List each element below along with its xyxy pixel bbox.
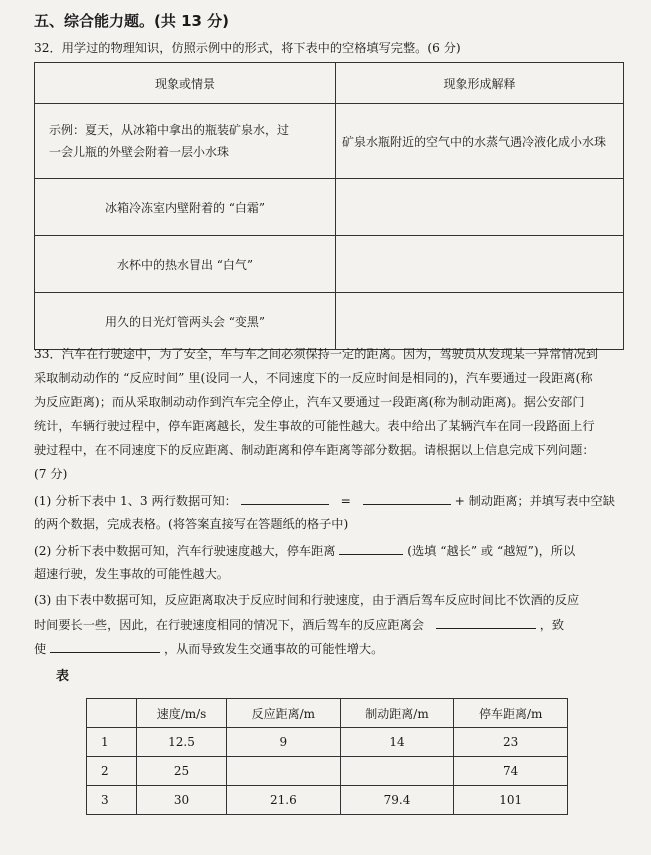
speed-cell: 30 [137, 786, 227, 815]
example-phenomenon-line2: 一会儿瓶的外壁会附着一层小水珠 [49, 145, 230, 159]
table-row [87, 728, 568, 757]
q33-line: 33．汽车在行驶途中，为了安全，车与车之间必须保持一定的距离。因为，驾驶员从发现某一异常情况到 [34, 347, 598, 361]
table-row [87, 786, 568, 815]
q33-line: 驶过程中，在不同速度下的反应距离、制动距离和停车距离等部分数据。请根据以上信息完成下列问题： [34, 443, 595, 457]
answer-blank[interactable] [436, 616, 536, 629]
header-index [87, 699, 137, 728]
header-stopping-distance: 停车距离/m [454, 699, 568, 728]
row-index: 2 [87, 757, 137, 786]
speed-cell: 12.5 [137, 728, 227, 757]
q33-line: 为反应距离)；而从采取制动动作到汽车完全停止，汽车又要通过一段距离(称为制动距离)。据公安部门 [34, 395, 585, 409]
phenomenon-steam: 水杯中的热水冒出 “白气” [35, 236, 336, 293]
q33-sub1-line2: 的两个数据，完成表格。(将答案直接写在答题纸的格子中) [34, 517, 349, 531]
phenomenon-table [34, 62, 624, 350]
braking-distance-cell: 14 [340, 728, 454, 757]
table-row [87, 757, 568, 786]
example-row [35, 104, 624, 179]
q33-sub3-line1: (3) 由下表中数据可知，反应距离取决于反应时间和行驶速度，由于酒后驾车反应时间比不饮酒的反应 [34, 593, 580, 607]
header-reaction-distance: 反应距离/m [227, 699, 341, 728]
q33-sub2-line1 [34, 542, 624, 559]
explanation-answer-cell[interactable] [336, 236, 624, 293]
sub3-line2-prefix: 时间要长一些，因此，在行驶速度相同的情况下，酒后驾车的反应距离会 [34, 618, 424, 632]
reaction-distance-cell: 21.6 [227, 786, 341, 815]
row-index: 3 [87, 786, 137, 815]
q33-line: 采取制动动作的 “反应时间” 里(设同一人，不同速度下的一反应时间是相同的)，汽车要通过一段距离(称 [34, 371, 593, 385]
phenomenon-row [35, 293, 624, 350]
stopping-distance-cell: 101 [454, 786, 568, 815]
answer-blank[interactable] [50, 640, 160, 653]
answer-blank[interactable] [241, 492, 329, 505]
stopping-distance-cell: 23 [454, 728, 568, 757]
reaction-distance-answer-cell[interactable] [227, 757, 341, 786]
q32-prompt: 32．用学过的物理知识，仿照示例中的形式，将下表中的空格填写完整。(6 分) [34, 41, 461, 55]
stopping-distance-cell: 74 [454, 757, 568, 786]
phenomenon-table-header [35, 63, 624, 104]
speed-cell: 25 [137, 757, 227, 786]
q33-sub3-line3 [34, 640, 624, 657]
sub1-prefix: (1) 分析下表中 1、3 两行数据可知： [34, 494, 237, 508]
sub3-line2-suffix: ，致 [539, 618, 565, 632]
header-explanation: 现象形成解释 [336, 63, 624, 104]
sub1-equals: = [340, 494, 351, 508]
example-explanation: 矿泉水瓶附近的空气中的水蒸气遇冷液化成小水珠 [336, 104, 624, 179]
braking-distance-answer-cell[interactable] [340, 757, 454, 786]
braking-data-table [86, 698, 568, 815]
header-braking-distance: 制动距离/m [340, 699, 454, 728]
sub2-prefix: (2) 分析下表中数据可知，汽车行驶速度越大，停车距离 [34, 544, 336, 558]
data-table-header [87, 699, 568, 728]
braking-distance-cell: 79.4 [340, 786, 454, 815]
q33-sub1-line1 [34, 492, 624, 509]
q33-sub2-line2: 超速行驶，发生事故的可能性越大。 [34, 567, 229, 581]
example-phenomenon-line1: 示例：夏天，从冰箱中拿出的瓶装矿泉水，过 [49, 123, 290, 137]
phenomenon-tube-blacken: 用久的日光灯管两头会 “变黑” [35, 293, 336, 350]
row-index: 1 [87, 728, 137, 757]
sub3-line3-prefix: 使 [34, 642, 47, 656]
phenomenon-frost: 冰箱冷冻室内壁附着的 “白霜” [35, 179, 336, 236]
header-speed: 速度/m/s [137, 699, 227, 728]
section-title: 五、综合能力题。(共 13 分) [34, 12, 230, 30]
explanation-answer-cell[interactable] [336, 179, 624, 236]
answer-blank[interactable] [363, 492, 451, 505]
q33-line: 统计，车辆行驶过程中，停车距离越长，发生事故的可能性越大。表中给出了某辆汽车在同一段路面上行 [34, 419, 595, 433]
q33-sub3-line2 [34, 616, 624, 633]
explanation-answer-cell[interactable] [336, 293, 624, 350]
example-phenomenon [35, 104, 336, 179]
q33-line: (7 分) [34, 467, 68, 481]
answer-blank[interactable] [339, 542, 403, 555]
table-label: 表 [56, 669, 70, 684]
phenomenon-row [35, 179, 624, 236]
phenomenon-row [35, 236, 624, 293]
header-phenomenon: 现象或情景 [35, 63, 336, 104]
sub1-suffix: + 制动距离；并填写表中空缺 [454, 494, 615, 508]
sub2-suffix: (选填 “越长” 或 “越短”)，所以 [407, 544, 576, 558]
reaction-distance-cell: 9 [227, 728, 341, 757]
sub3-line3-suffix: ，从而导致发生交通事故的可能性增大。 [163, 642, 384, 656]
